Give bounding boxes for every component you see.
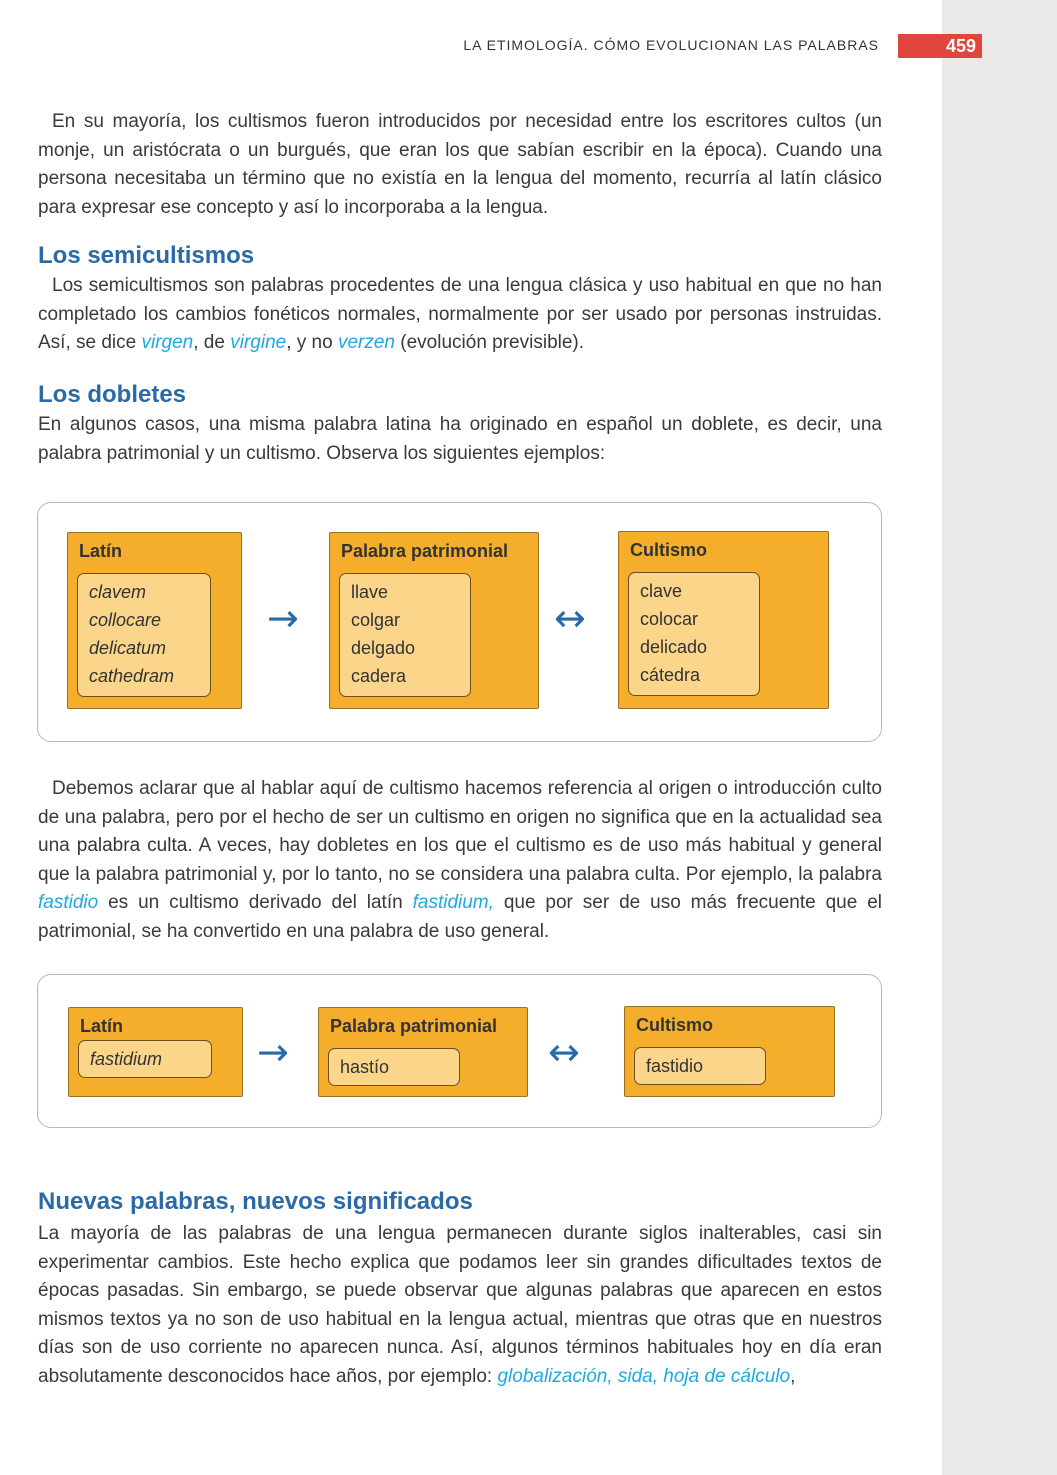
example-word: fastidium, xyxy=(412,892,494,913)
page-margin-strip xyxy=(942,0,1057,1475)
cultismo-word-list xyxy=(628,572,760,696)
heading-nuevas-palabras: Nuevas palabras, nuevos significados xyxy=(38,1188,473,1215)
aclaracion-paragraph: Debemos aclarar que al hablar aquí de cultismo hacemos referencia al origen o introducción culto de una palabra, pero por el hecho de ser un cultismo en origen no significa que en la actualidad sea una palabra culta. A veces, hay dobletes en los que el cultismo es de uso más habitual y general que la palabra patrimonial y, por lo tanto, no se considera una palabra culta. Por ejemplo, la palabra fastidio es un cultismo derivado del latín fastidium, que por ser de uso más frecuente que el patrimonial, se ha convertido en una palabra de uso general. xyxy=(38,778,882,942)
latin-box xyxy=(68,1007,243,1097)
cultismo-box xyxy=(618,531,829,709)
cultismo-box-title: Cultismo xyxy=(636,1015,714,1035)
latin-word-list xyxy=(77,573,211,697)
nuevas-paragraph: La mayoría de las palabras de una lengua permanecen durante siglos inalterables, casi sin experimentar cambios. Este hecho explica que podamos leer sin grandes dificultades textos de épocas pasadas. Sin embargo, se puede observar que algunas palabras que aparecen en estos mismos textos ya no son de uso habitual en la lengua actual, mientras que otras que en nuestros días son de uso corriente no aparecen nunca. Así, algunos términos habituales hoy en día eran absolutamente desconocidos hace años, por ejemplo: globalización, sida, hoja de cálculo, xyxy=(38,1223,882,1387)
list-item: delicado xyxy=(640,637,708,657)
patrimonial-word-list xyxy=(328,1048,460,1086)
latin-word-list xyxy=(78,1040,212,1078)
running-header: LA ETIMOLOGÍA. CÓMO EVOLUCIONAN LAS PALABRAS xyxy=(463,37,879,53)
cultismo-box-title: Cultismo xyxy=(630,540,708,560)
list-item: cátedra xyxy=(640,665,701,685)
cultismo-box xyxy=(624,1006,835,1097)
keyword: doblete xyxy=(691,414,754,435)
latin-box xyxy=(67,532,242,709)
doublets-table-1 xyxy=(37,502,882,742)
list-item: fastidium xyxy=(90,1049,163,1069)
keyword: palabra culta xyxy=(76,835,188,856)
list-item: delicatum xyxy=(89,638,167,658)
patrimonial-box-title: Palabra patrimonial xyxy=(330,1016,498,1036)
list-item: clavem xyxy=(89,582,147,602)
right-arrow-icon: → xyxy=(267,596,299,640)
example-word: fastidio xyxy=(38,892,99,913)
double-arrow-icon: ↔ xyxy=(554,596,586,640)
heading-semicultismos: Los semicultismos xyxy=(38,242,255,269)
right-arrow-icon: → xyxy=(257,1030,289,1074)
patrimonial-word-list xyxy=(339,573,471,697)
patrimonial-box xyxy=(318,1007,528,1097)
dobletes-paragraph: En algunos casos, una misma palabra latina ha originado en español un doblete, es decir, una palabra patrimonial y un cultismo. Observa los siguientes ejemplos: xyxy=(38,414,883,464)
patrimonial-box-title: Palabra patrimonial xyxy=(341,541,509,561)
cultismo-word-list xyxy=(634,1047,766,1085)
keyword: cultismo xyxy=(414,806,485,828)
list-item: cathedram xyxy=(89,666,175,686)
list-item: clave xyxy=(640,581,683,601)
intro-paragraph: En su mayoría, los cultismos fueron introducidos por necesidad entre los escritores cultos (un monje, un aristócrata o un burgués, que eran los que sabían escribir en la época). Cuando una persona necesitaba un término que no existía en la lengua del momento, recurría al latín clásico para expresar ese concepto y así lo incorporaba a la lengua. xyxy=(38,111,882,218)
example-word: virgine xyxy=(230,332,287,353)
semicultismos-paragraph: Los semicultismos son palabras procedentes de una lengua clásica y uso habitual en que no han completado los cambios fonéticos normales, normalmente por ser usado por personas instruidas. Así, se dice virgen, de virgine, y no verzen (evolución previsible). xyxy=(38,275,882,353)
list-item: hastío xyxy=(340,1057,390,1077)
list-item: collocare xyxy=(89,610,162,630)
list-item: fastidio xyxy=(646,1056,704,1076)
list-item: llave xyxy=(351,582,389,602)
patrimonial-box xyxy=(329,532,539,709)
double-arrow-icon: ↔ xyxy=(548,1030,580,1074)
latin-box-title: Latín xyxy=(79,541,122,561)
page-number-tab: 459 xyxy=(898,34,982,58)
list-item: delgado xyxy=(351,638,416,658)
heading-dobletes: Los dobletes xyxy=(38,381,187,408)
example-word: verzen xyxy=(337,332,395,353)
example-words: globalización, sida, hoja de cálculo xyxy=(497,1365,791,1387)
example-word: virgen xyxy=(141,332,194,353)
list-item: cadera xyxy=(351,666,407,686)
doublets-table-2 xyxy=(37,974,882,1128)
latin-box-title: Latín xyxy=(80,1016,123,1036)
list-item: colgar xyxy=(351,610,401,630)
list-item: colocar xyxy=(640,609,699,629)
